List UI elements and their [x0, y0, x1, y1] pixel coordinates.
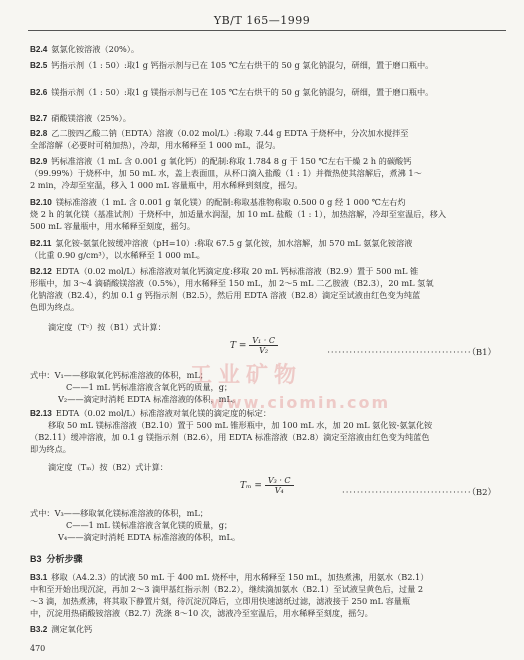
- formula1-eqno: ·······································（B1）: [327, 348, 496, 358]
- para-b2-6: B2.6 镁指示剂（1 : 50）:取1 g 镁指示剂与已在 105 ℃左右烘干的 50 g 氯化钠混匀，研细，置于磨口瓶中。: [30, 87, 434, 97]
- para-b3-2: B3.2 测定氧化钙: [30, 624, 93, 634]
- para-b2-13-cont3: 即为终点。: [30, 444, 71, 454]
- formula2-where-1: 式中：V₃——移取氧化镁标准溶液的体积，mL；: [30, 508, 208, 518]
- formula2-denominator: V₄: [274, 486, 284, 495]
- formula2-intro: 滴定度（Tₘ）按（B2）式计算：: [48, 462, 168, 472]
- para-b2-8-cont: 全部溶解（必要时可稍加热），冷却，用水稀释至 1 000 mL，混匀。: [30, 140, 281, 150]
- formula1-denominator: V₂: [259, 346, 269, 355]
- formula2-where-2: C——1 mL 镁标准溶液含氧化镁的质量，g；: [66, 520, 233, 530]
- formula2: [240, 476, 294, 495]
- formula1-where-3: V₂——滴定时消耗 EDTA 标准溶液的体积，mL。: [58, 394, 241, 404]
- para-b3-1-cont1: 中和至开始出现沉淀，再加 2～3 滴甲基红指示剂（B2.2），继续滴加氨水（B2.1）至试液呈黄色后，过量 2: [30, 584, 424, 594]
- para-b2-12: B2.12 EDTA（0.02 mol/L）标准溶液对氧化钙滴定度:移取 20 mL 钙标准溶液（B2.9）置于 500 mL 锥: [30, 266, 419, 276]
- formula1-intro: 滴定度（Tᶜ）按（B1）式计算：: [48, 322, 166, 332]
- para-b2-9-cont2: 2 min，冷却至室温，移入 1 000 mL 容量瓶中，用水稀释到刻度，摇匀。: [30, 180, 303, 190]
- formula2-where-3: V₄——滴定时消耗 EDTA 标准溶液的体积，mL。: [58, 532, 241, 542]
- formula2-numerator: V₃ · C: [265, 476, 294, 486]
- formula1-where-2: C——1 mL 钙标准溶液含氧化钙的质量，g；: [66, 382, 233, 392]
- watermark-url: www.ciomin.com: [210, 393, 391, 412]
- para-b2-12-cont1: 形瓶中，加 3～4 滴硝酸镁溶液（0.5%），用水稀释至 150 mL，加 2～5 mL 二乙胺液（B2.3），20 mL 氢氧: [30, 278, 434, 288]
- para-b2-10-cont1: 烧 2 h 的氧化镁（基准试剂）于烧杯中，加适量水润湿，加 10 mL 盐酸（1 : 1），加热溶解，冷却至室温后，移入: [30, 209, 447, 219]
- para-b2-8: B2.8 乙二胺四乙酸二钠（EDTA）溶液（0.02 mol/L）:称取 7.44 g EDTA 于烧杯中，分次加水搅拌至: [30, 128, 409, 138]
- para-b2-7: B2.7 硝酸镁溶液（25%）。: [30, 113, 131, 123]
- para-b3-1: B3.1 移取（A4.2.3）的试液 50 mL 于 400 mL 烧杯中，用水稀释至 150 mL，加热煮沸，用氨水（B2.1）: [30, 572, 429, 582]
- header-rule: [28, 30, 506, 31]
- formula1-fraction: [249, 336, 278, 355]
- formula2-eqno: ···································（B2）: [342, 488, 496, 498]
- para-b3-1-cont3: 中，沉淀用热硝酸铵溶液（B2.7）洗涤 8～10 次，滤液冷至室温后，用水稀释至刻度，摇匀。: [30, 608, 373, 618]
- para-b2-10: B2.10 镁标准溶液（1 mL 含 0.001 g 氧化镁）的配制:称取基准物称取 0.500 0 g 经 1 000 ℃左右灼: [30, 197, 406, 207]
- section-heading-b3: B3 分析步骤: [30, 554, 83, 564]
- para-b2-12-cont3: 色即为终点。: [30, 302, 80, 312]
- page-number: 470: [30, 644, 46, 653]
- watermark-text: 工业矿物: [190, 363, 303, 388]
- formula2-leader: ···································: [342, 488, 472, 498]
- para-b2-9: B2.9 钙标准溶液（1 mL 含 0.001 g 氧化钙）的配制:称取 1.784 8 g 于 150 ℃左右干燥 2 h 的碳酸钙: [30, 156, 412, 166]
- para-b2-11-cont: （比重 0.90 g/cm³），以水稀释至 1 000 mL。: [30, 250, 205, 260]
- standard-header: YB/T 165—1999: [213, 14, 311, 27]
- para-b2-13-cont1: 移取 50 mL 镁标准溶液（B2.10）置于 500 mL 锥形瓶中，加 100 mL 水，加 20 mL 氨化铵-氨氯化铵: [48, 420, 433, 430]
- para-b2-5: B2.5 钙指示剂（1 : 50）:取1 g 钙指示剂与已在 105 ℃左右烘干的 50 g 氯化钠混匀，研细，置于磨口瓶中。: [30, 60, 434, 70]
- formula1-numerator: V₁ · C: [249, 336, 278, 346]
- formula1-lhs: T =: [230, 341, 247, 351]
- formula1-where-1: 式中：V₁——移取氧化钙标准溶液的体积，mL；: [30, 370, 208, 380]
- para-b2-11: B2.11 氯化铵-氨氯化铵缓冲溶液（pH=10）:称取 67.5 g 氯化铵，加水溶解，加 570 mL 氨氯化铵溶液: [30, 238, 413, 248]
- formula1-leader: ·······································: [327, 348, 472, 358]
- para-b3-1-cont2: ～3 滴，加热煮沸，将其取下静置片刻，待沉淀沉降后，立即用快速滤纸过滤，滤液接于 250 mL 容量瓶: [30, 596, 411, 606]
- formula2-lhs: Tₘ =: [240, 481, 262, 491]
- para-b2-12-cont2: 化钠溶液（B2.4），约加 0.1 g 钙指示剂（B2.5），然后用 EDTA 溶液（B2.8）滴定至试液由红色变为纯蓝: [30, 290, 421, 300]
- formula1: [230, 336, 278, 355]
- para-b2-4: B2.4 氨氯化铵溶液（20%）。: [30, 44, 140, 54]
- para-b2-13-cont2: （B2.11）缓冲溶液，加 0.1 g 镁指示剂（B2.6），用 EDTA 标准溶液（B2.8）滴定至溶液由红色变为纯蓝色: [30, 432, 430, 442]
- para-b2-13: B2.13 EDTA（0.02 mol/L）标准溶液对氧化镁的滴定度的标定：: [30, 408, 272, 418]
- para-b2-9-cont1: （99.99%）于烧杯中，加 50 mL 水，盖上表面皿，从杯口滴入盐酸（1 : 1）并微热使其溶解后，煮沸 1～: [30, 168, 422, 178]
- para-b2-10-cont2: 500 mL 容量瓶中，用水稀释至刻度，摇匀。: [30, 221, 196, 231]
